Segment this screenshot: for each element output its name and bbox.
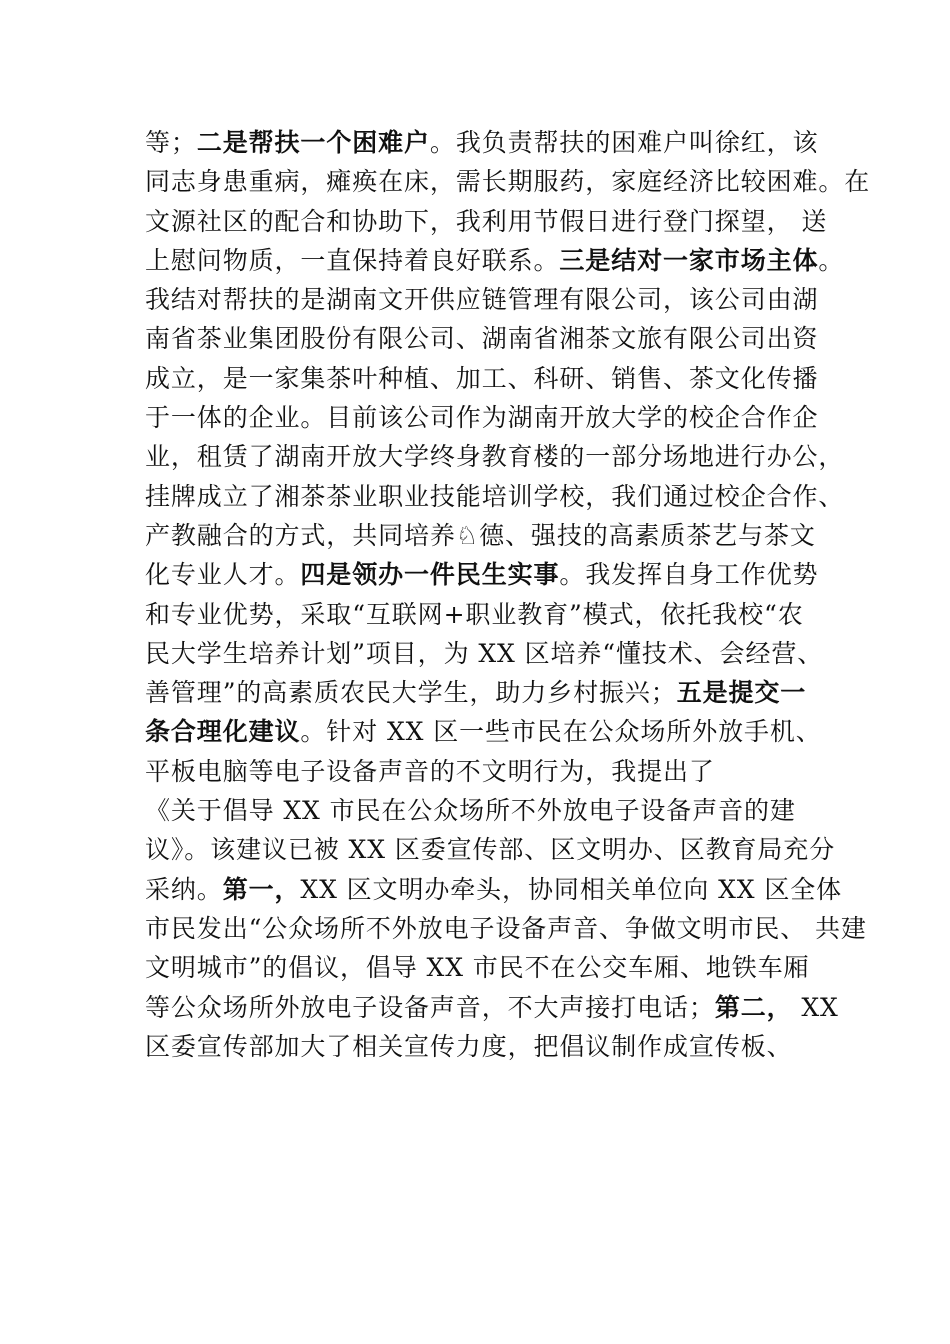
text-line: [145, 555, 825, 594]
text-segment: 议》。该建议已被 XX 区委宣传部、区文明办、区教育局充分: [145, 835, 836, 865]
text-segment: 善管理”的高素质农民大学生，助力乡村振兴；: [145, 678, 677, 708]
text-line: [145, 909, 867, 948]
text-segment: 文源社区的配合和协助下，我利用节假日进行登门探望， 送: [145, 206, 828, 236]
text-segment: 业，租赁了湖南开放大学终身教育楼的一部分场地进行办公，: [145, 442, 845, 472]
bold-text-segment: 三是结对一家市场主体: [559, 245, 819, 275]
text-line: [145, 673, 825, 712]
text-segment: 《关于倡导 XX 市民在公众场所不外放电子设备声音的建: [145, 796, 796, 826]
text-line: [145, 988, 839, 1027]
text-segment: 南省茶业集团股份有限公司、湖南省湘茶文旅有限公司出资: [145, 324, 819, 354]
text-line: [145, 752, 825, 791]
bold-text-segment: 二是帮扶一个困难户: [196, 128, 430, 157]
text-line: [145, 162, 871, 201]
text-segment: 区委宣传部加大了相关宣传力度，把倡议制作成宣传板、: [145, 1031, 793, 1061]
text-line: [145, 398, 825, 437]
bold-text-segment: 第一，: [222, 874, 301, 904]
text-line: [145, 319, 825, 358]
text-segment: 民大学生培养计划”项目，为 XX 区培养“懂技术、会经营、: [145, 638, 824, 668]
text-segment: 挂牌成立了湘茶茶业职业技能培训学校，我们通过校企合作、: [145, 481, 845, 511]
text-segment: 和专业优势，采取“互联网+职业教育”模式，依托我校“农: [145, 599, 804, 629]
text-segment: XX 区文明办牵头，协同相关单位向 XX 区全体: [300, 874, 843, 904]
text-segment: 。: [818, 245, 845, 275]
text-segment: 产教融合的方式，共同培养♘德、强技的高素质茶艺与茶文: [145, 520, 816, 550]
text-segment: 于一体的企业。目前该公司作为湖南开放大学的校企合作企: [145, 403, 819, 433]
text-segment: 成立，是一家集茶叶种植、加工、科研、销售、茶文化传播: [145, 363, 819, 393]
text-segment: 平板电脑等电子设备声音的不文明行为，我提出了: [145, 756, 715, 786]
text-segment: 上慰问物质，一直保持着良好联系。: [145, 245, 560, 275]
text-segment: 。针对 XX 区一些市民在公众场所外放手机、: [300, 717, 822, 747]
text-line: [145, 516, 825, 555]
text-line: [145, 634, 825, 673]
text-segment: 等；: [145, 128, 197, 157]
text-line: [145, 712, 825, 751]
bold-text-segment: 四是领办一件民生实事: [300, 560, 560, 590]
text-segment: 采纳。: [145, 874, 223, 904]
text-line: [145, 477, 845, 516]
text-line: [145, 280, 825, 319]
text-line: [145, 830, 836, 869]
text-segment: 文明城市”的倡议，倡导 XX 市民不在公交车厢、地铁车厢: [145, 953, 810, 983]
text-segment: 市民发出“公众场所不外放电子设备声音、争做文明市民、 共建: [145, 913, 867, 943]
text-line: [145, 948, 825, 987]
text-line: [145, 437, 845, 476]
text-line: [145, 595, 825, 634]
text-segment: 等公众场所外放电子设备声音，不大声接打电话；: [145, 992, 715, 1022]
text-segment: 化专业人才。: [145, 560, 301, 590]
text-segment: XX: [792, 992, 839, 1022]
text-segment: 同志身患重病，瘫痪在床，需长期服药，家庭经济比较困难。在: [145, 167, 871, 197]
bold-text-segment: 五是提交一: [676, 678, 807, 708]
text-line: [145, 202, 828, 241]
text-line: [145, 359, 825, 398]
bold-text-segment: 第二，: [714, 992, 793, 1022]
text-segment: 。我负责帮扶的困难户叫徐红，该: [429, 128, 819, 157]
text-segment: 我结对帮扶的是湖南文开供应链管理有限公司，该公司由湖: [145, 285, 819, 315]
body-text: [145, 123, 871, 1066]
text-line: [145, 870, 843, 909]
text-line: [145, 791, 825, 830]
text-line: [145, 241, 845, 280]
text-segment: 。我发挥自身工作优势: [559, 560, 819, 590]
text-line: [145, 123, 825, 162]
text-line: [145, 1027, 825, 1066]
bold-text-segment: 条合理化建议: [145, 717, 301, 747]
